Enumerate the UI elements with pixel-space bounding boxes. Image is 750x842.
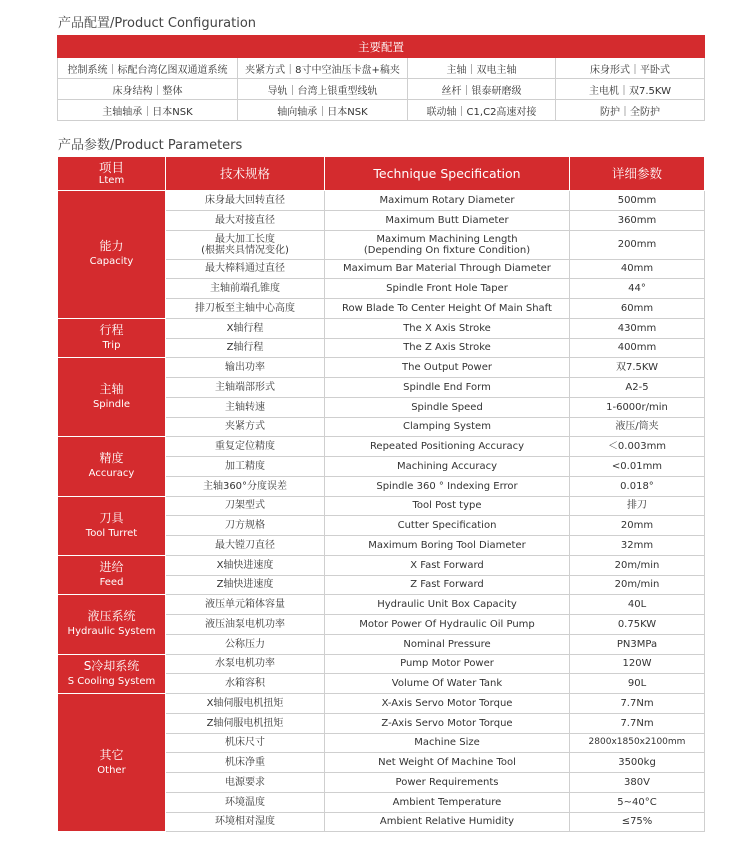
spec-en-text: Machine Size: [414, 737, 480, 749]
spec-en: [325, 338, 570, 358]
spec-cn: [166, 733, 325, 753]
header-spec-en: Technique Specification: [325, 157, 570, 191]
group-label-cn: 精度: [99, 451, 124, 466]
spec-cn: [166, 230, 325, 259]
spec-cn-text: 刀架型式: [225, 500, 265, 512]
spec-value: 120W: [570, 654, 705, 674]
spec-cn: [166, 437, 325, 457]
spec-value: A2-5: [570, 378, 705, 398]
spec-value: 500mm: [570, 191, 705, 211]
spec-cn: [166, 773, 325, 793]
group-label-en: Feed: [99, 577, 124, 588]
spec-cn-text: 机床净重: [225, 757, 265, 769]
spec-en-text: Ambient Relative Humidity: [379, 816, 515, 828]
spec-value: PN3MPa: [570, 634, 705, 654]
config-section-title: 产品配置/Product Configuration: [58, 16, 257, 31]
spec-cn: [166, 338, 325, 358]
spec-value: ≤75%: [570, 812, 705, 832]
config-cell: 导轨｜台湾上银重型线轨: [238, 79, 408, 100]
param-row: [58, 318, 705, 338]
spec-en: [325, 536, 570, 556]
spec-en: [325, 496, 570, 516]
group-label-cn: 主轴: [99, 382, 124, 397]
group-label: [58, 694, 166, 832]
header-detail: 详细参数: [570, 157, 705, 191]
spec-en: [325, 417, 570, 437]
group-label-cn: 行程: [99, 323, 124, 337]
spec-value: 1-6000r/min: [570, 397, 705, 417]
params-table: [57, 156, 705, 832]
spec-en-text: Volume Of Water Tank: [391, 678, 503, 690]
group-label: [58, 555, 166, 595]
spec-cn: [166, 595, 325, 615]
group-label-cn: S冷却系统: [83, 658, 140, 673]
spec-en: [325, 654, 570, 674]
spec-value: 液压/筒夹: [570, 417, 705, 437]
group-label-en: Trip: [102, 340, 121, 351]
spec-en: [325, 259, 570, 279]
spec-en: [325, 674, 570, 694]
group-label-cn: 进给: [99, 560, 124, 574]
spec-cn: [166, 694, 325, 714]
config-header: 主要配置: [58, 36, 705, 58]
spec-cn: [166, 279, 325, 299]
spec-value: 40L: [570, 595, 705, 615]
config-row: [58, 58, 705, 79]
spec-value: 200mm: [570, 230, 705, 259]
spec-cn: [166, 713, 325, 733]
spec-cn: [166, 299, 325, 319]
spec-cn-text: 水箱容积: [225, 678, 265, 690]
spec-cn-text: 液压单元箱体容量: [205, 599, 285, 611]
spec-cn: [166, 378, 325, 398]
spec-cn-text: 水泵电机功率: [215, 658, 275, 670]
spec-en: [325, 378, 570, 398]
group-label-en: Other: [97, 764, 126, 776]
spec-value: 44°: [570, 279, 705, 299]
spec-value: 0.75KW: [570, 615, 705, 635]
spec-cn-text: 液压油泵电机功率: [205, 618, 285, 630]
spec-en-text: Maximum Boring Tool Diameter: [368, 539, 526, 551]
spec-cn-text: 主轴转速: [225, 401, 265, 413]
spec-value: 7.7Nm: [570, 713, 705, 733]
spec-cn: [166, 318, 325, 338]
spec-value: 0.018°: [570, 476, 705, 496]
group-label-cn: 液压系统: [87, 609, 136, 624]
config-cell: 控制系统｜标配台湾亿图双通道系统: [58, 58, 238, 79]
param-row: [58, 358, 705, 378]
spec-cn: [166, 654, 325, 674]
group-label-en: S Cooling System: [67, 675, 156, 687]
spec-cn-text: 床身最大回转直径: [205, 194, 285, 206]
spec-en-text: Z Fast Forward: [410, 579, 484, 591]
group-label: [58, 318, 166, 358]
spec-en-text: Z-Axis Servo Motor Torque: [381, 717, 513, 729]
spec-en-text: Spindle 360 ° Indexing Error: [376, 480, 518, 492]
spec-cn-text: 电源要求: [225, 776, 265, 788]
spec-cn-text: 加工精度: [225, 460, 265, 472]
config-table: [57, 35, 705, 121]
spec-cn-text: Z轴行程: [226, 342, 264, 354]
group-label-en: Tool Turret: [85, 527, 138, 539]
spec-cn: [166, 536, 325, 556]
spec-en: [325, 733, 570, 753]
spec-en-text: Motor Power Of Hydraulic Oil Pump: [359, 618, 535, 630]
spec-value: 90L: [570, 674, 705, 694]
spec-en: [325, 437, 570, 457]
spec-value: 40mm: [570, 259, 705, 279]
config-header-row: [58, 36, 705, 58]
spec-cn: [166, 191, 325, 211]
spec-en-text: Row Blade To Center Height Of Main Shaft: [342, 302, 552, 314]
spec-cn-text: 夹紧方式: [225, 421, 265, 433]
spec-cn-text: Z轴伺服电机扭矩: [206, 717, 284, 729]
spec-en-text: Nominal Pressure: [403, 638, 491, 650]
group-label-en: Hydraulic System: [67, 626, 156, 638]
group-label-cn: 刀具: [99, 510, 124, 525]
spec-en-text: The Z Axis Stroke: [403, 342, 491, 354]
spec-en: [325, 279, 570, 299]
group-label: [58, 358, 166, 437]
spec-value: 排刀: [570, 496, 705, 516]
spec-value: <0.01mm: [570, 457, 705, 477]
spec-en-text: Pump Motor Power: [400, 658, 494, 670]
param-row: [58, 654, 705, 674]
spec-cn-text: 最大棒料通过直径: [205, 263, 285, 275]
spec-value: 430mm: [570, 318, 705, 338]
config-cell: 轴向轴承｜日本NSK: [238, 100, 408, 121]
spec-en-text: The X Axis Stroke: [403, 322, 491, 334]
spec-cn-text: 主轴360°分度误差: [202, 480, 288, 492]
spec-cn-text: X轴伺服电机扭矩: [206, 697, 284, 709]
spec-value: 20m/min: [570, 555, 705, 575]
config-row: [58, 100, 705, 121]
spec-cn: [166, 358, 325, 378]
spec-en-text: Hydraulic Unit Box Capacity: [377, 599, 517, 611]
spec-en: [325, 397, 570, 417]
spec-en: [325, 713, 570, 733]
spec-cn-text: Z轴快进速度: [216, 579, 274, 591]
group-label: [58, 496, 166, 555]
spec-cn-text: 最大镗刀直径: [215, 539, 275, 551]
spec-en: [325, 516, 570, 536]
spec-cn: [166, 417, 325, 437]
config-cell: 床身形式｜平卧式: [556, 58, 705, 79]
spec-cn: [166, 615, 325, 635]
spec-value: ＜0.003mm: [570, 437, 705, 457]
header-item-cn: 项目: [98, 159, 124, 175]
spec-en: [325, 694, 570, 714]
spec-en-text: Spindle Speed: [411, 401, 483, 413]
spec-cn-text: 刀方规格: [225, 520, 265, 532]
spec-cn: [166, 555, 325, 575]
spec-cn-text: 主轴端部形式: [215, 381, 275, 393]
param-row: [58, 496, 705, 516]
param-row: [58, 191, 705, 211]
config-cell: 夹紧方式｜8寸中空油压卡盘+稿夹: [238, 58, 408, 79]
config-row: [58, 79, 705, 100]
spec-en-text: Net Weight Of Machine Tool: [378, 757, 516, 769]
spec-cn: [166, 575, 325, 595]
spec-cn-text: 排刀板至主轴中心高度: [195, 302, 295, 314]
spec-en-text: Spindle End Form: [403, 381, 491, 393]
spec-cn-text: 机床尺寸: [225, 737, 265, 749]
spec-en-text: Machining Accuracy: [396, 460, 497, 472]
spec-en: [325, 753, 570, 773]
spec-cn: [166, 753, 325, 773]
group-label-en: Accuracy: [88, 468, 135, 480]
group-label: [58, 595, 166, 654]
spec-value: 3500kg: [570, 753, 705, 773]
spec-cn: [166, 259, 325, 279]
spec-en-text: Ambient Temperature: [392, 796, 502, 808]
header-item: [58, 157, 166, 191]
spec-cn-text: 环境相对湿度: [215, 816, 275, 828]
spec-en-text: Tool Post type: [412, 500, 482, 512]
spec-value: 360mm: [570, 210, 705, 230]
group-label: [58, 654, 166, 694]
param-row: [58, 555, 705, 575]
spec-en: [325, 773, 570, 793]
spec-en: [325, 792, 570, 812]
spec-cn: [166, 496, 325, 516]
spec-value: 20m/min: [570, 575, 705, 595]
spec-cn: [166, 812, 325, 832]
config-cell: 床身结构｜整体: [58, 79, 238, 100]
spec-cn-text: 重复定位精度: [215, 441, 275, 453]
spec-en-text: Maximum Rotary Diameter: [379, 194, 515, 206]
spec-en: [325, 457, 570, 477]
param-row: [58, 437, 705, 457]
config-cell: 防护｜全防护: [556, 100, 705, 121]
spec-cn: [166, 792, 325, 812]
group-label: [58, 437, 166, 496]
spec-cn: [166, 210, 325, 230]
spec-en-text: Maximum Machining Length: [376, 233, 518, 245]
header-spec-cn: 技术规格: [166, 157, 325, 191]
spec-en: [325, 358, 570, 378]
spec-en-text: Repeated Positioning Accuracy: [369, 441, 525, 453]
spec-value: 32mm: [570, 536, 705, 556]
header-item-en: Ltem: [98, 174, 125, 186]
spec-cn-text: 输出功率: [225, 362, 265, 374]
params-header-row: [58, 157, 705, 191]
spec-en: [325, 575, 570, 595]
group-label-en: Capacity: [89, 256, 134, 268]
spec-cn: [166, 457, 325, 477]
group-label: [58, 191, 166, 319]
spec-cn: [166, 397, 325, 417]
spec-en: [325, 634, 570, 654]
spec-en-text: Maximum Butt Diameter: [385, 214, 509, 226]
spec-value: 60mm: [570, 299, 705, 319]
spec-en: [325, 210, 570, 230]
spec-en: [325, 476, 570, 496]
spec-en-text: X-Axis Servo Motor Torque: [381, 697, 513, 709]
spec-en-text: Cutter Specification: [397, 520, 497, 532]
spec-value: 5~40°C: [570, 792, 705, 812]
config-cell: 主轴｜双电主轴: [408, 58, 556, 79]
param-row: [58, 694, 705, 714]
spec-en-text: X Fast Forward: [410, 559, 484, 571]
spec-cn-text: 环境温度: [225, 796, 265, 808]
group-label-cn: 其它: [99, 747, 124, 762]
config-cell: 主轴轴承｜日本NSK: [58, 100, 238, 121]
spec-cn-note: (根据夹具情况变化): [201, 244, 289, 256]
spec-en: [325, 555, 570, 575]
spec-value: 400mm: [570, 338, 705, 358]
spec-en: [325, 615, 570, 635]
spec-en: [325, 299, 570, 319]
spec-cn-text: 最大对接直径: [215, 214, 275, 226]
spec-en: [325, 191, 570, 211]
spec-cn: [166, 516, 325, 536]
param-row: [58, 595, 705, 615]
spec-en: [325, 812, 570, 832]
spec-cn: [166, 634, 325, 654]
config-cell: 丝杆｜银泰研磨级: [408, 79, 556, 100]
spec-cn: [166, 476, 325, 496]
spec-cn-text: 主轴前端孔锥度: [210, 283, 280, 295]
spec-value: 380V: [570, 773, 705, 793]
spec-en-text: Clamping System: [403, 421, 491, 433]
spec-en-note: (Depending On fixture Condition): [363, 244, 531, 256]
group-label-en: Spindle: [92, 399, 131, 411]
spec-en-text: Power Requirements: [395, 776, 499, 788]
spec-value: 7.7Nm: [570, 694, 705, 714]
spec-cn-text: X轴行程: [226, 322, 264, 334]
params-section-title: 产品参数/Product Parameters: [58, 138, 243, 153]
spec-value: 2800x1850x2100mm: [570, 733, 705, 753]
spec-cn-text: X轴快进速度: [216, 559, 274, 571]
spec-en: [325, 230, 570, 259]
spec-en: [325, 595, 570, 615]
group-label-cn: 能力: [99, 239, 124, 254]
spec-value: 双7.5KW: [570, 358, 705, 378]
spec-en-text: Spindle Front Hole Taper: [386, 283, 508, 295]
config-cell: 联动轴｜C1,C2高速对接: [408, 100, 556, 121]
config-cell: 主电机｜双7.5KW: [556, 79, 705, 100]
spec-cn-text: 最大加工长度: [215, 233, 275, 245]
spec-cn-text: 公称压力: [225, 638, 265, 650]
spec-en-text: The Output Power: [402, 362, 492, 374]
spec-value: 20mm: [570, 516, 705, 536]
spec-en-text: Maximum Bar Material Through Diameter: [343, 263, 551, 275]
spec-en: [325, 318, 570, 338]
spec-cn: [166, 674, 325, 694]
